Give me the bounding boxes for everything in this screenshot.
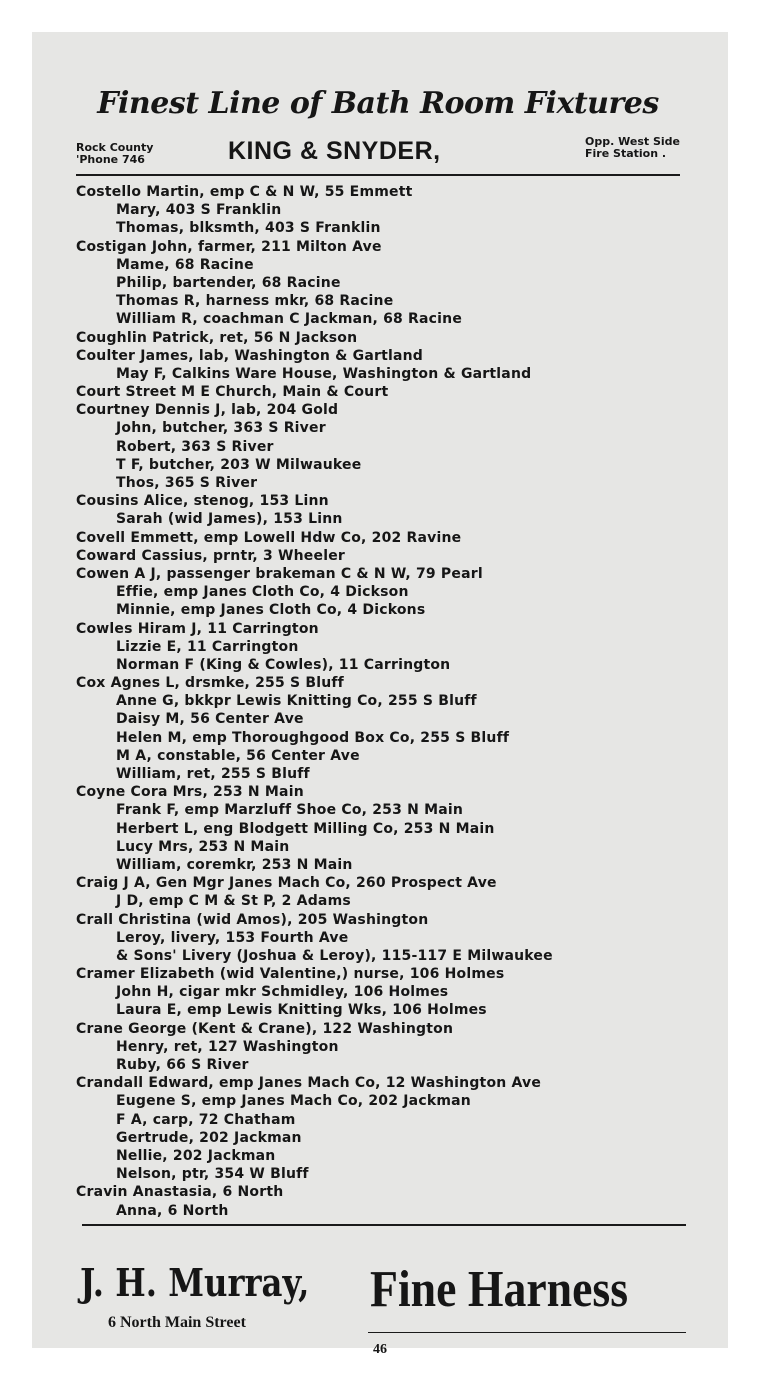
header-location-info <box>585 136 680 160</box>
directory-entry: Cravin Anastasia, 6 North <box>76 1184 284 1201</box>
directory-entry: Crandall Edward, emp Janes Mach Co, 12 Washington Ave <box>76 1075 542 1092</box>
directory-entry: Crall Christina (wid Amos), 205 Washington <box>76 911 429 928</box>
directory-entry: Cramer Elizabeth (wid Valentine,) nurse, 106 Holmes <box>76 966 505 983</box>
header-left-line2: 'Phone 746 <box>76 153 145 166</box>
directory-sub-entry: Mary, 403 S Franklin <box>116 202 282 219</box>
directory-entry: Crane George (Kent & Crane), 122 Washington <box>76 1020 454 1037</box>
header-right-line1: Opp. West Side <box>585 135 680 148</box>
directory-entry: Costigan John, farmer, 211 Milton Ave <box>76 238 382 255</box>
directory-sub-entry: John H, cigar mkr Schmidley, 106 Holmes <box>116 984 449 1001</box>
directory-entry: Cowles Hiram J, 11 Carrington <box>76 620 319 637</box>
directory-entry: Coughlin Patrick, ret, 56 N Jackson <box>76 329 358 346</box>
directory-entry: Coyne Cora Mrs, 253 N Main <box>76 784 304 801</box>
directory-sub-entry: Mame, 68 Racine <box>116 256 254 273</box>
directory-sub-entry: Leroy, livery, 153 Fourth Ave <box>116 929 349 946</box>
directory-sub-entry: Frank F, emp Marzluff Shoe Co, 253 N Main <box>116 802 464 819</box>
directory-sub-entry: William R, coachman C Jackman, 68 Racine <box>116 311 463 328</box>
header-firm-name: KING & SNYDER, <box>228 137 441 165</box>
directory-sub-entry: Ruby, 66 S River <box>116 1057 249 1073</box>
header-right-line2: Fire Station . <box>585 147 667 160</box>
directory-sub-entry: Eugene S, emp Janes Mach Co, 202 Jackman <box>116 1093 471 1110</box>
directory-sub-entry: Nellie, 202 Jackman <box>116 1147 276 1164</box>
directory-entry: Costello Martin, emp C & N W, 55 Emmett <box>76 184 413 200</box>
directory-entry: Covell Emmett, emp Lowell Hdw Co, 202 Ravine <box>76 529 462 546</box>
directory-sub-entry: Effie, emp Janes Cloth Co, 4 Dickson <box>116 584 409 601</box>
page-number: 46 <box>373 1342 387 1357</box>
directory-entries-list <box>76 183 696 1220</box>
directory-sub-entry: Gertrude, 202 Jackman <box>116 1129 302 1146</box>
directory-entry: Coulter James, lab, Washington & Gartland <box>76 347 424 364</box>
directory-sub-entry: J D, emp C M & St P, 2 Adams <box>116 893 351 910</box>
directory-sub-entry: Anna, 6 North <box>116 1202 229 1219</box>
directory-sub-entry: Anne G, bkkpr Lewis Knitting Co, 255 S Bluff <box>116 693 477 710</box>
header-phone-info <box>76 142 153 166</box>
footer-advertiser-name: J. H. Murray, <box>80 1260 310 1305</box>
directory-sub-entry: Thomas, blksmth, 403 S Franklin <box>116 220 381 237</box>
directory-sub-entry: Nelson, ptr, 354 W Bluff <box>116 1166 309 1183</box>
directory-entry: Craig J A, Gen Mgr Janes Mach Co, 260 Prospect Ave <box>76 875 497 892</box>
footer-product-heading: Fine Harness <box>370 1261 629 1318</box>
directory-sub-entry: May F, Calkins Ware House, Washington & Gartland <box>116 365 532 382</box>
directory-sub-entry: William, ret, 255 S Bluff <box>116 766 310 782</box>
header-left-line1: Rock County <box>76 141 154 154</box>
footer-advertiser-address: 6 North Main Street <box>108 1314 246 1331</box>
directory-sub-entry: T F, butcher, 203 W Milwaukee <box>116 456 362 473</box>
directory-sub-entry: Helen M, emp Thoroughgood Box Co, 255 S Bluff <box>116 729 510 746</box>
directory-sub-entry: F A, carp, 72 Chatham <box>116 1111 296 1128</box>
header-rule <box>76 174 680 176</box>
directory-entry: Cousins Alice, stenog, 153 Linn <box>76 493 329 510</box>
directory-sub-entry: Daisy M, 56 Center Ave <box>116 711 304 728</box>
directory-sub-entry: Sarah (wid James), 153 Linn <box>116 511 343 528</box>
directory-sub-entry: William, coremkr, 253 N Main <box>116 856 353 873</box>
directory-entry: Courtney Dennis J, lab, 204 Gold <box>76 402 339 419</box>
directory-sub-entry: Lucy Mrs, 253 N Main <box>116 838 290 855</box>
directory-page <box>32 32 728 1357</box>
directory-sub-entry: M A, constable, 56 Center Ave <box>116 747 360 764</box>
directory-sub-entry: Laura E, emp Lewis Knitting Wks, 106 Holmes <box>116 1002 487 1019</box>
directory-sub-entry: Henry, ret, 127 Washington <box>116 1038 339 1055</box>
directory-sub-entry: Thos, 365 S River <box>116 475 258 491</box>
directory-sub-entry: Philip, bartender, 68 Racine <box>116 274 341 291</box>
footer-bottom-rule <box>368 1332 686 1333</box>
directory-entry: Cox Agnes L, drsmke, 255 S Bluff <box>76 675 344 692</box>
directory-sub-entry: Herbert L, eng Blodgett Milling Co, 253 N Main <box>116 820 495 837</box>
directory-entry: Cowen A J, passenger brakeman C & N W, 79 Pearl <box>76 565 483 582</box>
header-advertisement-title: Finest Line of Bath Room Fixtures <box>97 86 659 121</box>
directory-sub-entry: John, butcher, 363 S River <box>116 420 326 437</box>
directory-entry: Coward Cassius, prntr, 3 Wheeler <box>76 547 345 564</box>
directory-sub-entry: Lizzie E, 11 Carrington <box>116 638 299 655</box>
directory-sub-entry: & Sons' Livery (Joshua & Leroy), 115-117 E Milwaukee <box>116 947 553 964</box>
footer-top-rule <box>82 1224 686 1226</box>
directory-entry: Court Street M E Church, Main & Court <box>76 384 389 401</box>
directory-sub-entry: Minnie, emp Janes Cloth Co, 4 Dickons <box>116 602 426 619</box>
directory-sub-entry: Robert, 363 S River <box>116 438 274 455</box>
directory-sub-entry: Thomas R, harness mkr, 68 Racine <box>116 293 394 310</box>
directory-sub-entry: Norman F (King & Cowles), 11 Carrington <box>116 656 451 673</box>
